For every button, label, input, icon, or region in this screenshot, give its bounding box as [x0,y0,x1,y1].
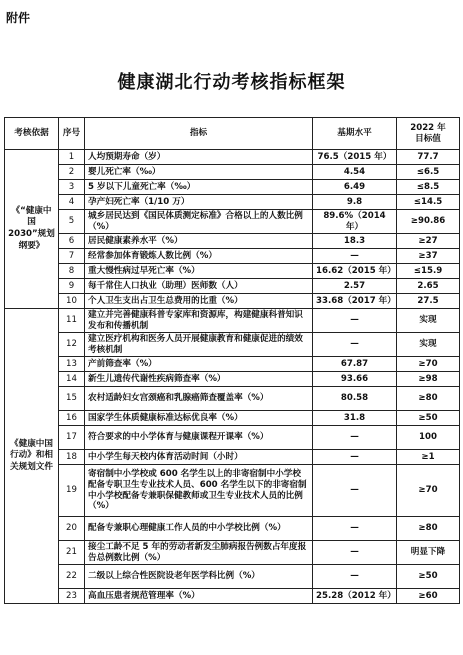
row-number-cell: 6 [59,234,85,249]
basis-group-cell: 《健康中国行动》和相关规划文件 [5,309,59,604]
baseline-cell: — [313,541,397,565]
table-row [5,279,460,294]
row-number-cell: 7 [59,249,85,264]
page-title: 健康湖北行动考核指标框架 [117,72,346,93]
target-cell: ≥50 [397,411,460,426]
target-cell: ≤6.5 [397,165,460,180]
row-number-cell: 11 [59,309,85,333]
baseline-cell: 80.58 [313,387,397,411]
indicator-cell: 高血压患者规范管理率（%） [85,589,313,604]
target-cell: 77.7 [397,150,460,165]
indicator-cell: 寄宿制中小学校或 600 名学生以上的非寄宿制中小学校配备专职卫生专业技术人员、600 名学生以下的非寄宿制中小学校配备专兼职保健教师或卫生专业技术人员的比例（%） [85,465,313,517]
baseline-cell: 18.3 [313,234,397,249]
target-cell: ≥90.86 [397,210,460,234]
row-number-cell: 16 [59,411,85,426]
table-row [5,565,460,589]
row-number-cell: 23 [59,589,85,604]
baseline-cell: 4.54 [313,165,397,180]
table-row [5,589,460,604]
target-cell: 100 [397,426,460,450]
table-row [5,309,460,333]
target-cell: ≤14.5 [397,195,460,210]
target-cell: 实现 [397,309,460,333]
table-row [5,517,460,541]
row-number-cell: 21 [59,541,85,565]
baseline-cell: — [313,565,397,589]
row-number-cell: 15 [59,387,85,411]
target-cell: ≥80 [397,517,460,541]
row-number-cell: 1 [59,150,85,165]
indicator-cell: 农村适龄妇女宫颈癌和乳腺癌筛查覆盖率（%） [85,387,313,411]
indicator-cell: 重大慢性病过早死亡率（%） [85,264,313,279]
indicator-cell: 产前筛查率（%） [85,357,313,372]
basis-group-cell: 《“健康中国 2030”规划纲要》 [5,150,59,309]
table-row [5,426,460,450]
indicator-cell: 居民健康素养水平（%） [85,234,313,249]
row-number-cell: 19 [59,465,85,517]
baseline-cell: — [313,426,397,450]
target-cell: ≥70 [397,357,460,372]
table-row [5,450,460,465]
row-number-cell: 17 [59,426,85,450]
indicator-cell: 建立并完善健康科普专家库和资源库，构建健康科普知识发布和传播机制 [85,309,313,333]
row-number-cell: 20 [59,517,85,541]
indicator-cell: 符合要求的中小学体育与健康课程开课率（%） [85,426,313,450]
target-cell: ≥70 [397,465,460,517]
header-target-line2: 目标值 [415,133,441,144]
baseline-cell: — [313,450,397,465]
table-row [5,541,460,565]
baseline-cell: — [313,249,397,264]
table-row [5,234,460,249]
indicator-cell: 个人卫生支出占卫生总费用的比重（%） [85,294,313,309]
baseline-cell: 16.62（2015 年） [313,264,397,279]
table-row [5,165,460,180]
table-row [5,195,460,210]
indicator-cell: 接尘工龄不足 5 年的劳动者新发尘肺病报告例数占年度报告总例数比例（%） [85,541,313,565]
row-number-cell: 10 [59,294,85,309]
target-cell: 27.5 [397,294,460,309]
indicator-cell: 新生儿遗传代谢性疾病筛查率（%） [85,372,313,387]
table-row [5,264,460,279]
row-number-cell: 3 [59,180,85,195]
table-row [5,411,460,426]
row-number-cell: 5 [59,210,85,234]
header-num: 序号 [59,118,85,150]
row-number-cell: 12 [59,333,85,357]
row-number-cell: 14 [59,372,85,387]
indicator-cell: 建立医疗机构和医务人员开展健康教育和健康促进的绩效考核机制 [85,333,313,357]
header-baseline: 基期水平 [313,118,397,150]
baseline-cell: 31.8 [313,411,397,426]
table-row [5,294,460,309]
attachment-label: 附件 [6,11,31,25]
header-basis: 考核依据 [5,118,59,150]
indicator-cell: 经常参加体育锻炼人数比例（%） [85,249,313,264]
indicator-table [4,117,460,604]
table-row [5,357,460,372]
row-number-cell: 18 [59,450,85,465]
table-row [5,150,460,165]
table-row [5,180,460,195]
baseline-cell: — [313,517,397,541]
target-cell: ≥1 [397,450,460,465]
target-cell: 2.65 [397,279,460,294]
baseline-cell: 33.68（2017 年） [313,294,397,309]
table-row [5,249,460,264]
target-cell: ≥98 [397,372,460,387]
indicator-cell: 每千常住人口执业（助理）医师数（人） [85,279,313,294]
row-number-cell: 8 [59,264,85,279]
row-number-cell: 2 [59,165,85,180]
header-target-line1: 2022 年 [410,122,446,133]
target-cell: ≤15.9 [397,264,460,279]
indicator-cell: 人均预期寿命（岁） [85,150,313,165]
indicator-cell: 婴儿死亡率（‰） [85,165,313,180]
indicator-cell: 中小学生每天校内体育活动时间（小时） [85,450,313,465]
target-cell: ≥50 [397,565,460,589]
indicator-cell: 孕产妇死亡率（1/10 万） [85,195,313,210]
indicator-cell: 5 岁以下儿童死亡率（‰） [85,180,313,195]
table-row [5,210,460,234]
baseline-cell: 76.5（2015 年） [313,150,397,165]
baseline-cell: 67.87 [313,357,397,372]
table-row [5,333,460,357]
indicator-cell: 配备专兼职心理健康工作人员的中小学校比例（%） [85,517,313,541]
header-indicator: 指标 [85,118,313,150]
target-cell: 明显下降 [397,541,460,565]
baseline-cell: 93.66 [313,372,397,387]
indicator-cell: 二级以上综合性医院设老年医学科比例（%） [85,565,313,589]
baseline-cell: — [313,465,397,517]
baseline-cell: 25.28（2012 年） [313,589,397,604]
header-target [397,118,460,150]
baseline-cell: 9.8 [313,195,397,210]
table-row [5,465,460,517]
target-cell: ≥27 [397,234,460,249]
table-body [5,150,460,604]
target-cell: ≤8.5 [397,180,460,195]
indicator-cell: 国家学生体质健康标准达标优良率（%） [85,411,313,426]
baseline-cell: 89.6%（2014 年） [313,210,397,234]
row-number-cell: 13 [59,357,85,372]
table-row [5,372,460,387]
baseline-cell: 2.57 [313,279,397,294]
row-number-cell: 9 [59,279,85,294]
target-cell: ≥60 [397,589,460,604]
target-cell: 实现 [397,333,460,357]
row-number-cell: 22 [59,565,85,589]
table-row [5,387,460,411]
baseline-cell: — [313,309,397,333]
row-number-cell: 4 [59,195,85,210]
target-cell: ≥37 [397,249,460,264]
target-cell: ≥80 [397,387,460,411]
table-header-row [5,118,460,150]
baseline-cell: 6.49 [313,180,397,195]
baseline-cell: — [313,333,397,357]
indicator-cell: 城乡居民达到《国民体质测定标准》合格以上的人数比例（%） [85,210,313,234]
